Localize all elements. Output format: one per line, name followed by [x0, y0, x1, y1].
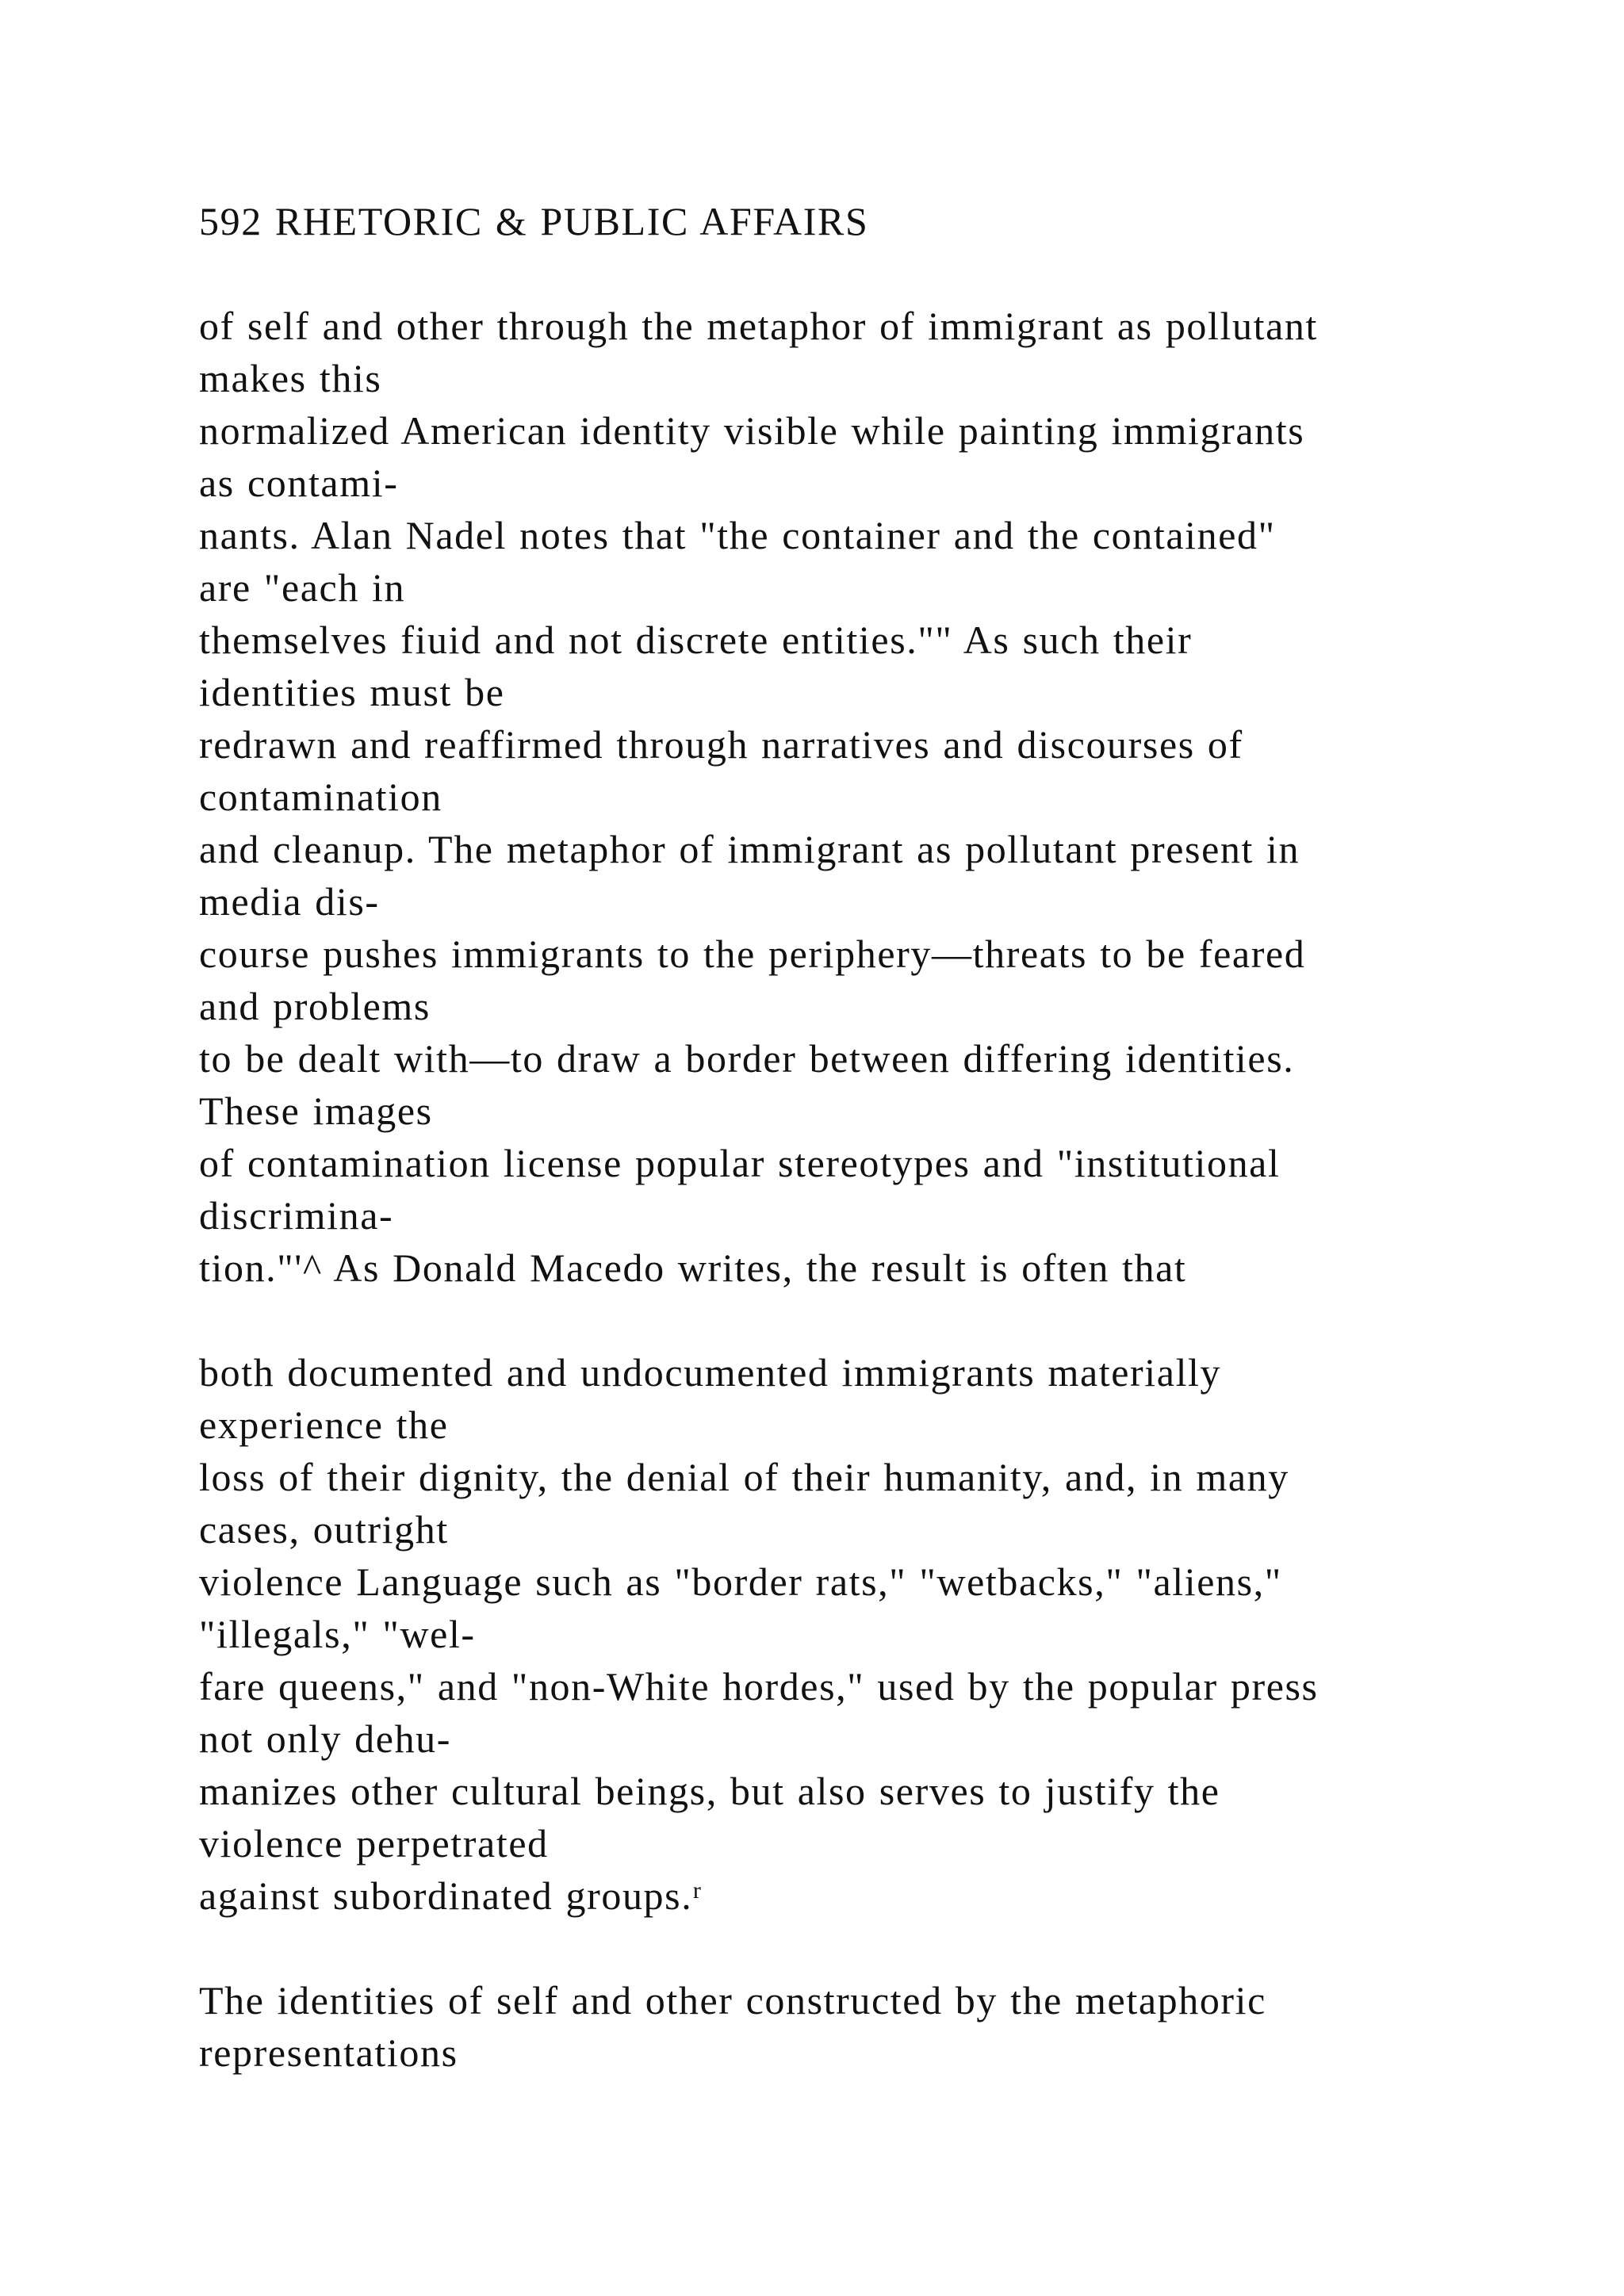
body-text [199, 247, 1545, 2079]
text-line: makes this [199, 356, 382, 400]
text-line: as contami- [199, 461, 399, 505]
text-line: not only dehu- [199, 1716, 452, 1761]
text-line: and cleanup. The metaphor of immigrant as pollutant present in [199, 827, 1300, 871]
text-line: fare queens," and "non-White hordes," used by the popular press [199, 1664, 1319, 1709]
text-line: representations [199, 2030, 458, 2075]
text-line: and problems [199, 984, 431, 1028]
text-line: against subordinated groups.ʳ [199, 1873, 703, 1918]
text-line: course pushes immigrants to the periphery—threats to be feared [199, 932, 1306, 976]
text-line: tion."'^ As Donald Macedo writes, the result is often that [199, 1246, 1187, 1290]
text-line: both documented and undocumented immigrants materially [199, 1350, 1222, 1395]
blank-line [199, 1294, 1545, 1346]
text-line: are "each in [199, 565, 406, 610]
running-header: 592 RHETORIC & PUBLIC AFFAIRS [199, 199, 869, 243]
text-line: The identities of self and other constructed by the metaphoric [199, 1978, 1266, 2022]
text-line: violence perpetrated [199, 1821, 549, 1866]
text-line: loss of their dignity, the denial of their humanity, and, in many [199, 1455, 1289, 1499]
text-line: normalized American identity visible while painting immigrants [199, 408, 1305, 453]
text-line: nants. Alan Nadel notes that "the container and the contained" [199, 513, 1276, 557]
text-line: manizes other cultural beings, but also serves to justify the [199, 1769, 1220, 1813]
text-line: identities must be [199, 670, 505, 714]
text-line: of self and other through the metaphor of immigrant as pollutant [199, 304, 1318, 348]
blank-line [199, 1922, 1545, 1974]
text-line: These images [199, 1089, 433, 1133]
blank-line [199, 247, 1545, 300]
text-line: media dis- [199, 879, 380, 924]
text-line: to be dealt with—to draw a border between differing identities. [199, 1036, 1295, 1081]
document-page [199, 195, 1545, 2079]
text-line: themselves fiuid and not discrete entities."" As such their [199, 618, 1193, 662]
text-line: cases, outright [199, 1507, 449, 1552]
text-line: discrimina- [199, 1193, 394, 1238]
text-line: "illegals," "wel- [199, 1612, 476, 1656]
text-line: violence Language such as "border rats," "wetbacks," "aliens," [199, 1559, 1282, 1604]
text-line: redrawn and reaffirmed through narratives and discourses of [199, 722, 1243, 767]
text-line: contamination [199, 775, 442, 819]
text-line: experience the [199, 1402, 449, 1447]
text-line: of contamination license popular stereotypes and "institutional [199, 1141, 1281, 1185]
